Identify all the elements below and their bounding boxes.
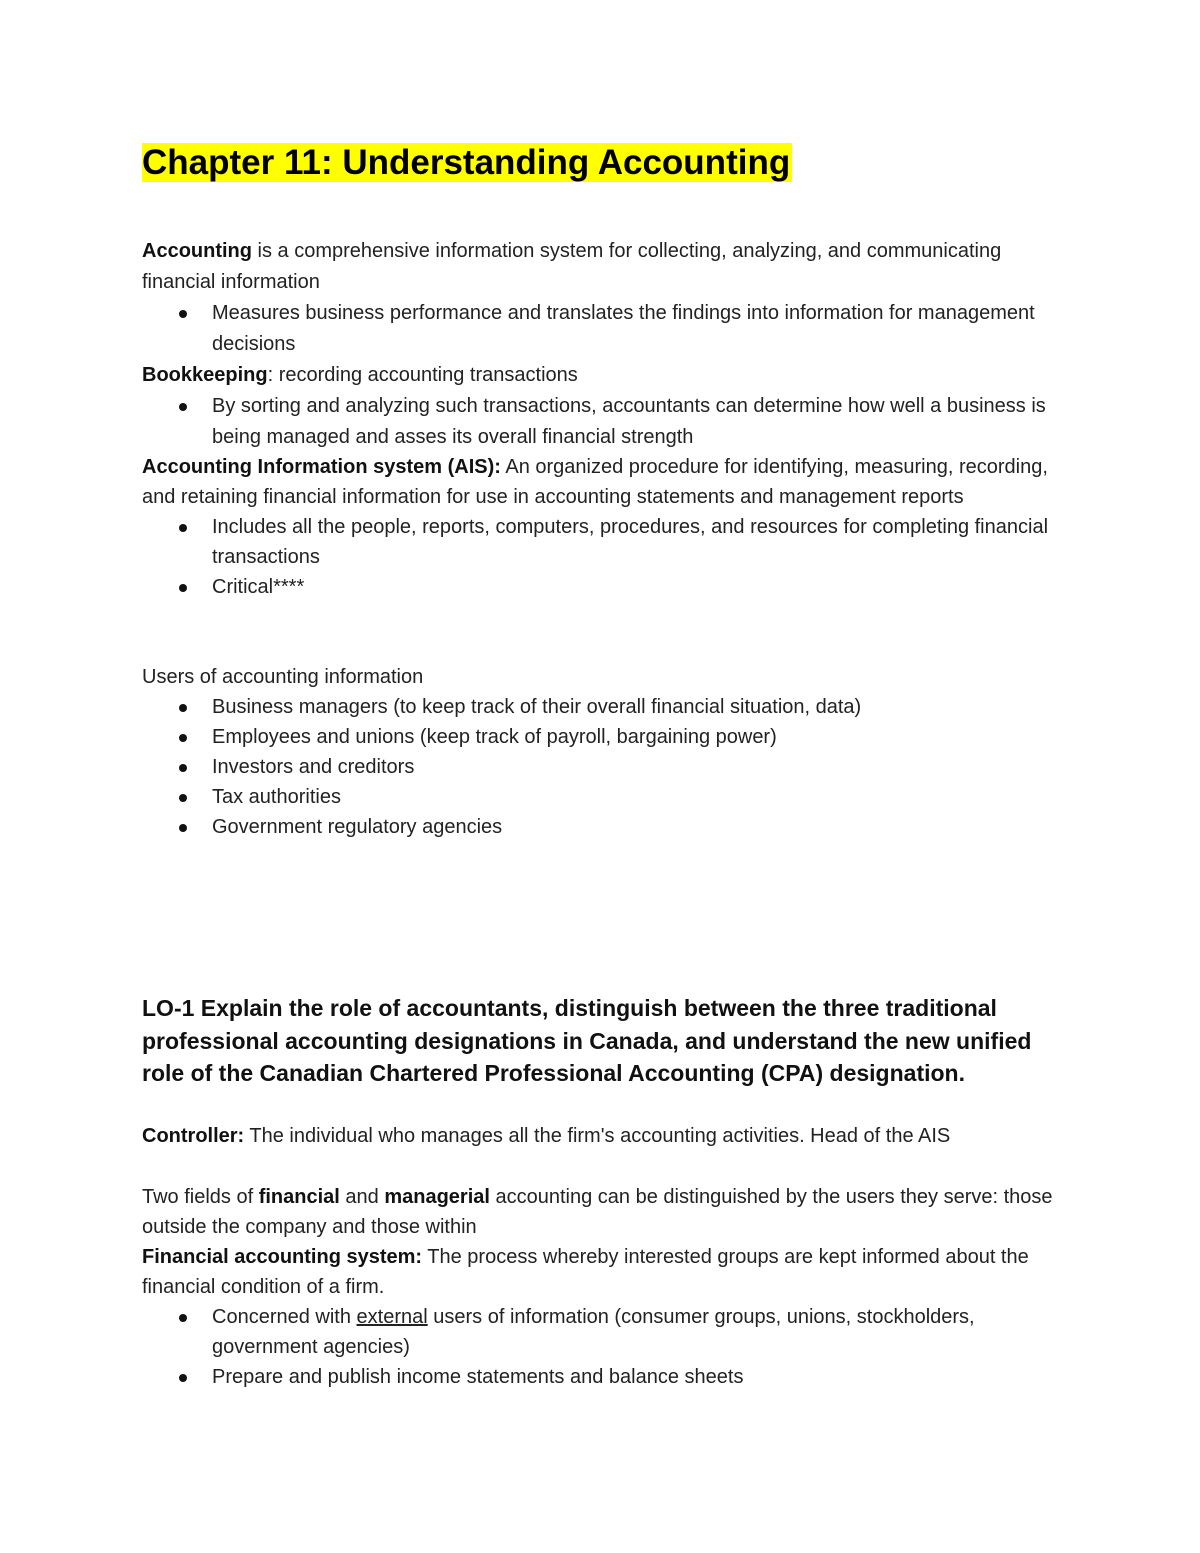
fields-section [142, 1182, 1062, 1392]
bookkeeping-term: Bookkeeping [142, 364, 268, 386]
ais-section [142, 452, 1062, 602]
users-heading: Users of accounting information [142, 666, 424, 688]
fas-definition [142, 1242, 1062, 1302]
ais-text: An organized procedure for identifying, measuring, recording, and retaining financial information for use in accounting statements and management reports [142, 456, 1048, 508]
definitions-section [142, 236, 1062, 453]
controller-text: The individual who manages all the firm's accounting activities. Head of the AIS [244, 1125, 951, 1147]
fields-prefix: Two fields of [142, 1186, 259, 1208]
list-item: Tax authorities [142, 782, 1062, 812]
users-bullets [142, 692, 1062, 842]
bullet-suffix: users of information (consumer groups, unions, stockholders, government agencies) [212, 1306, 975, 1358]
fields-suffix: accounting can be distinguished by the users they serve: those outside the company and those within [142, 1186, 1053, 1238]
managerial-term: managerial [384, 1186, 490, 1208]
accounting-bullets [142, 298, 1062, 360]
bookkeeping-definition [142, 360, 1062, 391]
fas-text: The process whereby interested groups are kept informed about the financial condition of a firm. [142, 1246, 1029, 1298]
list-item: Prepare and publish income statements and balance sheets [142, 1362, 1062, 1392]
list-item: Government regulatory agencies [142, 812, 1062, 842]
fas-term: Financial accounting system: [142, 1246, 423, 1268]
ais-term: Accounting Information system (AIS): [142, 456, 501, 478]
list-item [142, 1302, 1062, 1362]
list-item: By sorting and analyzing such transactions, accountants can determine how well a business is being managed and asses its overall financial strength [142, 391, 1062, 453]
accounting-text: is a comprehensive information system for collecting, analyzing, and communicating financial information [142, 240, 1002, 293]
controller-section [142, 1121, 1062, 1151]
financial-term: financial [258, 1186, 340, 1208]
chapter-title [142, 141, 792, 185]
title-highlight: Chapter 11: Understanding Accounting [142, 143, 791, 182]
bookkeeping-text: : recording accounting transactions [267, 364, 578, 386]
fields-paragraph [142, 1182, 1062, 1242]
list-item: Employees and unions (keep track of payroll, bargaining power) [142, 722, 1062, 752]
bookkeeping-bullets [142, 391, 1062, 453]
users-section [142, 662, 1062, 842]
accounting-definition [142, 236, 1062, 298]
fas-bullets [142, 1302, 1062, 1392]
accounting-term: Accounting [142, 240, 252, 262]
bullet-prefix: Concerned with [212, 1306, 357, 1328]
list-item: Business managers (to keep track of their overall financial situation, data) [142, 692, 1062, 722]
list-item: Includes all the people, reports, computers, procedures, and resources for completing financial transactions [142, 512, 1062, 572]
ais-bullets [142, 512, 1062, 602]
external-underlined: external [356, 1306, 428, 1328]
list-item: Investors and creditors [142, 752, 1062, 782]
list-item: Measures business performance and translates the findings into information for management decisions [142, 298, 1062, 360]
controller-definition [142, 1121, 1062, 1151]
fields-and: and [339, 1186, 385, 1208]
controller-term: Controller: [142, 1125, 245, 1147]
ais-definition [142, 452, 1062, 512]
lo1-heading: LO-1 Explain the role of accountants, distinguish between the three traditional professional accounting designations in Canada, and understand the new unified role of the Canadian Chartered Professional Accounting (CPA) designation. [142, 995, 1032, 1086]
list-item: Critical**** [142, 572, 1062, 602]
